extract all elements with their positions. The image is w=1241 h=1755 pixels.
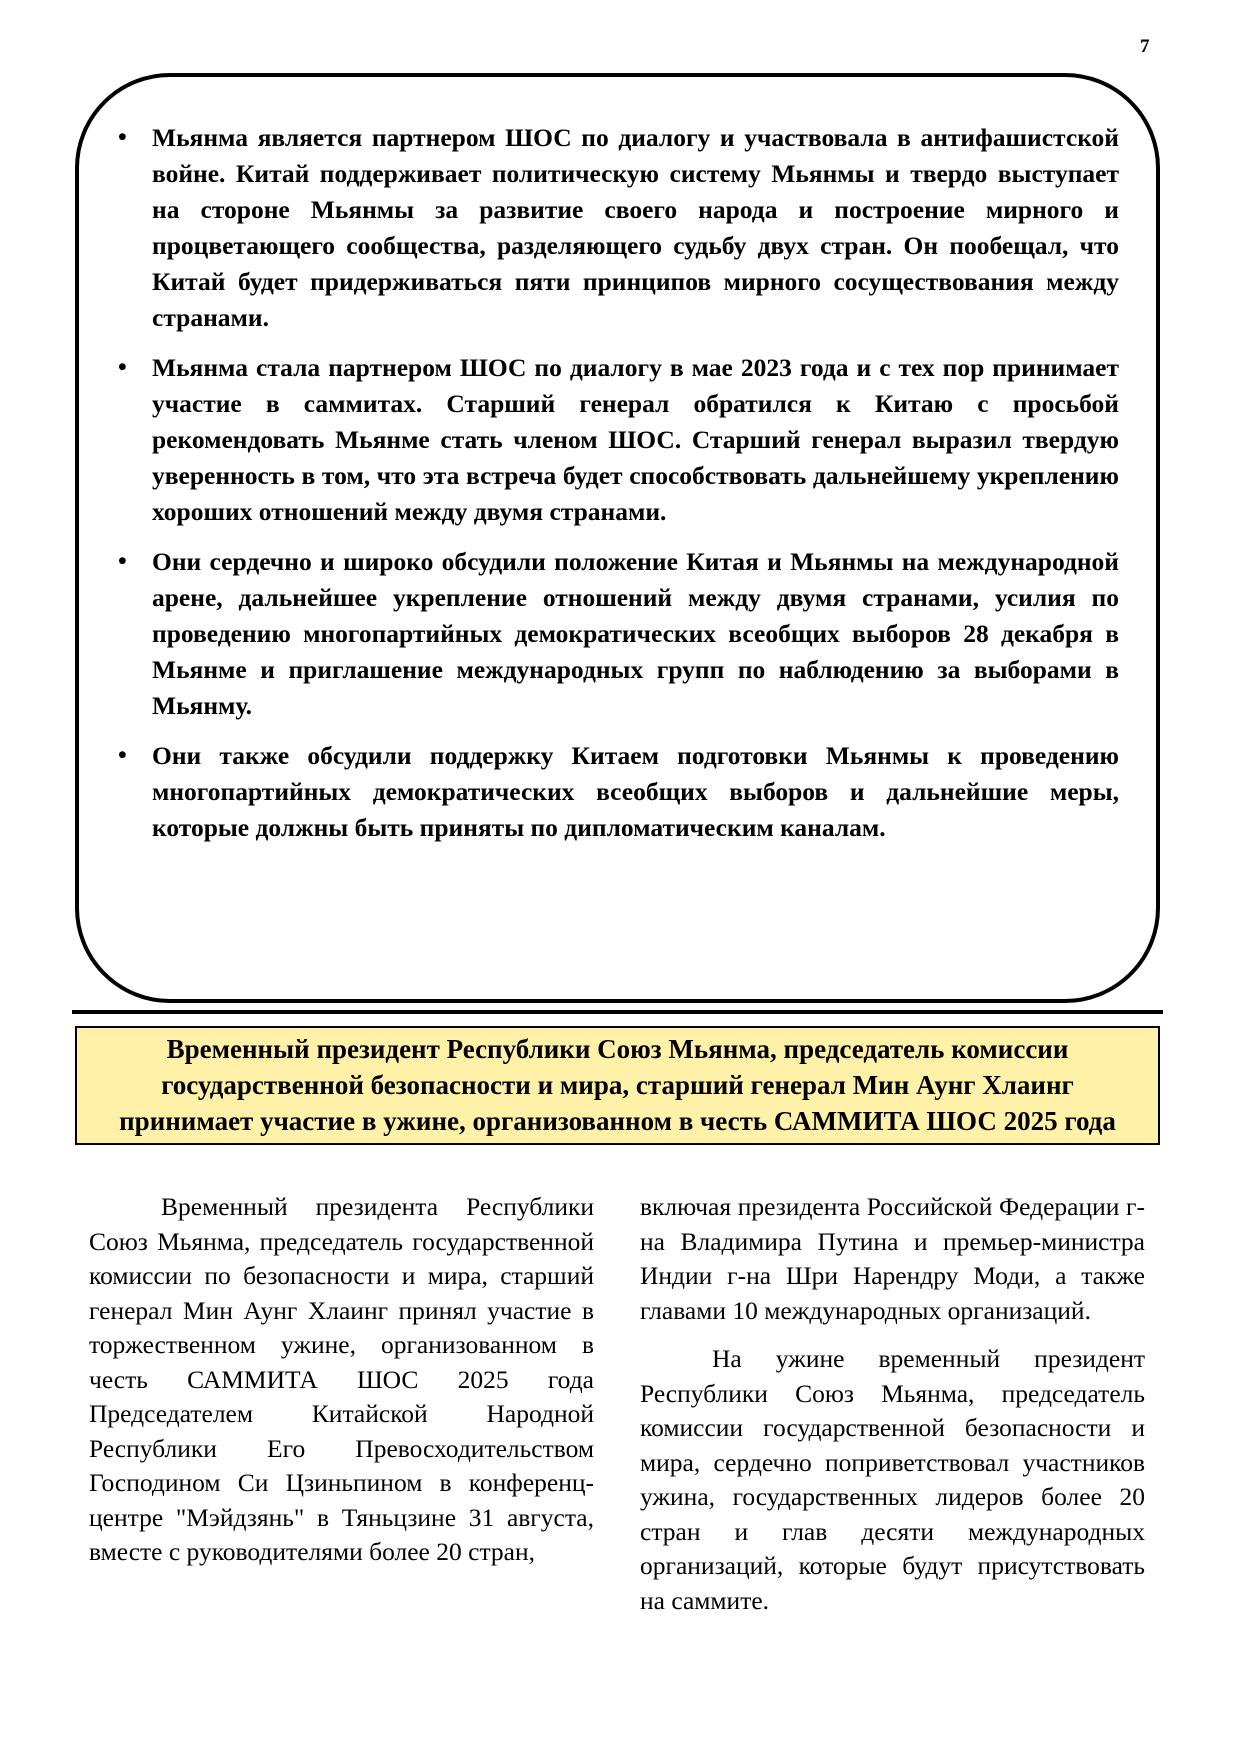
article-body — [89, 1190, 1145, 1632]
bullet-item: • Мьянма является партнером ШОС по диалогу и участвовала в антифашистской войне. Китай поддерживает политическую систему Мьянмы и твердо выступает на стороне Мьянмы за развитие своего народа и построение мирного и процветающего сообщества, разделяющего судьбу двух стран. Он пообещал, что Китай будет придерживаться пяти принципов мирного сосуществования между странами. — [116, 120, 1119, 336]
page-number: 7 — [1140, 36, 1150, 57]
bullet-item: • Они также обсудили поддержку Китаем подготовки Мьянмы к проведению многопартийных демократических всеобщих выборов и дальнейшие меры, которые должны быть приняты по дипломатическим каналам. — [116, 738, 1119, 846]
article-headline: Временный президент Республики Союз Мьянма, председатель комиссии государственной безопасности и мира, старший генерал Мин Аунг Хлаинг принимает участие в ужине, организованном в честь САММИТА ШОС 2025 года — [75, 1026, 1160, 1145]
bullet-item: • Они сердечно и широко обсудили положение Китая и Мьянмы на международной арене, дальнейшее укрепление отношений между двумя странами, усилия по проведению многопартийных демократических всеобщих выборов 28 декабря в Мьянме и приглашение международных групп по наблюдению за выборами в Мьянму. — [116, 544, 1119, 724]
paragraph: включая президента Российской Федерации г-на Владимира Путина и премьер-министра Индии г-на Шри Нарендру Моди, а также главами 10 международных организаций. — [640, 1192, 1145, 1325]
article-column-left — [89, 1190, 594, 1632]
paragraph: Временный президента Республики Союз Мьянма, председатель государственной комиссии по безопасности и мира, старший генерал Мин Аунг Хлаинг принял участие в торжественном ужине, организованном в честь САММИТА ШОС 2025 года Председателем Китайской Народной Республики Его Превосходительством Господином Си Цзиньпином в конференц-центре "Мэйдзянь" в Тяньцзине 31 августа, вместе с руководителями более 20 стран, — [89, 1192, 594, 1566]
article-column-right — [640, 1190, 1145, 1632]
section-divider — [72, 1010, 1163, 1014]
highlights-list — [116, 120, 1119, 860]
paragraph: На ужине временный президент Республики Союз Мьянма, председатель комиссии государственной безопасности и мира, сердечно поприветствовал участников ужина, государственных лидеров более 20 стран и глав десяти международных организаций, которые будут присутствовать на саммите. — [640, 1344, 1145, 1615]
bullet-item: • Мьянма стала партнером ШОС по диалогу в мае 2023 года и с тех пор принимает участие в саммитах. Старший генерал обратился к Китаю с просьбой рекомендовать Мьянме стать членом ШОС. Старший генерал выразил твердую уверенность в том, что эта встреча будет способствовать дальнейшему укреплению хороших отношений между двумя странами. — [116, 350, 1119, 530]
